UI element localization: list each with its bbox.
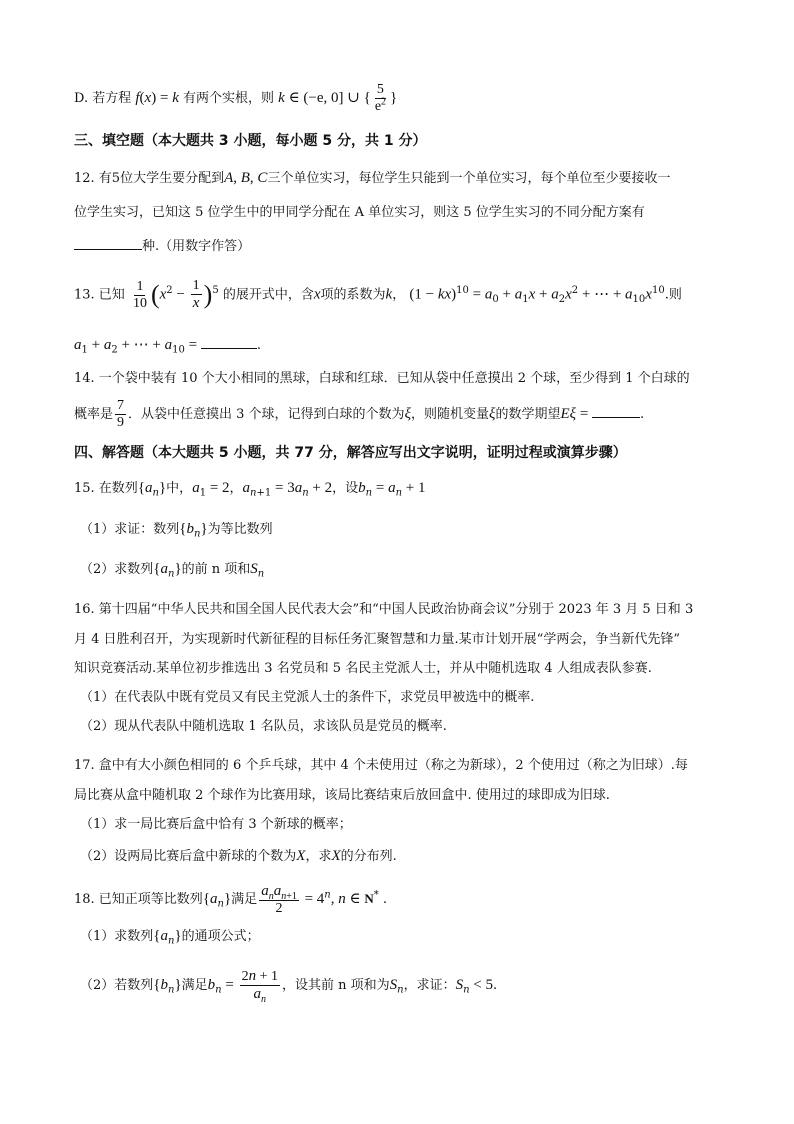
q17-part1: （1）求一局比赛后盒中恰有 3 个新球的概率； — [80, 817, 352, 832]
q17-part2: （2）设两局比赛后盒中新球的个数为X，求X的分布列. — [80, 848, 397, 864]
q12-line2: 位学生实习，已知这 5 位学生中的甲同学分配在 A 单位实习，则这 5 位学生实习的不同分配方案有 — [74, 205, 645, 220]
fraction: $\frac{7}{9}$ — [117, 398, 125, 430]
q18-stem: 18. 已知正项等比数列$\{a_n\}$满足 $\frac{a_na_{n+1}}{2}$ = $4^n$, n ∈ N* . — [74, 882, 388, 916]
q11-option-d: D. 若方程 f(x) = k 有两个实根，则 k ∈ (−e, 0] ∪ { $\frac{5}{e^2}$ } — [74, 82, 398, 114]
fraction: $\frac{1}{10}$ — [132, 278, 147, 311]
q16-line2: 月 4 日胜利召开，为实现新时代新征程的目标任务汇聚智慧和力量.某市计划开展“学两会，争当新代先锋” — [74, 632, 680, 647]
q15-part1: （1）求证：数列$\{b_n\}$为等比数列 — [80, 521, 273, 540]
q18-part2: （2）若数列$\{b_n\}$满足$b_n$ = $\frac{2n + 1}{a_n}$ ，设其前 n 项和为$S_n$，求证：$S_n < 5$. — [80, 968, 498, 1005]
section-4-heading: 四、解答题（本大题共 5 小题，共 77 分，解答应写出文字说明，证明过程或演算步骤） — [74, 445, 627, 461]
q14-line2: 概率是 $\frac{7}{9}$ ．从袋中任意摸出 3 个球，记得到白球的个数为ξ，则随机变量ξ的数学期望Eξ = . — [74, 398, 645, 430]
answer-blank[interactable] — [592, 403, 640, 418]
section-3-heading: 三、填空题（本大题共 3 小题，每小题 5 分，共 1 分） — [74, 133, 427, 149]
answer-blank[interactable] — [74, 235, 142, 250]
q12-line1: 12. 有5位大学生要分配到A, B, C三个单位实习，每位学生只能到一个单位实习，每个单位至少要接收一 — [74, 170, 671, 186]
q12-line3: 种.（用数字作答） — [74, 235, 754, 257]
fraction: $\frac{a_na_{n+1}}{2}$ — [261, 882, 297, 916]
q16-line1: 16. 第十四届“中华人民共和国全国人民代表大会”和“中国人民政治协商会议”分别于 2023 年 3 月 5 日和 3 — [74, 602, 694, 617]
q15-stem: 15. 在数列$\{a_n\}$中，$a_1 = 2$，$a_{n+1} = 3a_n + 2$，设$b_n = a_n + 1$ — [74, 480, 426, 499]
q16-part2: （2）现从代表队中随机选取 1 名队员，求该队员是党员的概率. — [80, 719, 447, 734]
q15-part2: （2）求数列$\{a_n\}$的前 n 项和$S_n$ — [80, 561, 265, 580]
fraction: $\frac{5}{e^2}$ — [374, 82, 387, 114]
q13-line1: 13. 已知 $\frac{1}{10}$ ($x^2$ − $\frac{1}{x}$ )$^5$ 的展开式中，含x项的系数为k， $(1 - kx)^{10} = a_0 + a_1x + a_2x^2$ + ⋯ + $a_{10}x^{10}$.则 — [74, 278, 682, 311]
q13-line2: $a_1 + a_2$ + ⋯ + $a_{10}$ = . — [74, 334, 754, 356]
fraction: $\frac{2n + 1}{a_n}$ — [241, 968, 278, 1005]
q17-line2: 局比赛从盒中随机取 2 个球作为比赛用球，该局比赛结束后放回盒中. 使用过的球即成为旧球. — [74, 788, 610, 803]
fraction: $\frac{1}{x}$ — [192, 278, 200, 311]
q16-part1: （1）在代表队中既有党员又有民主党派人士的条件下，求党员甲被选中的概率. — [80, 690, 535, 705]
answer-blank[interactable] — [201, 334, 257, 349]
q17-line1: 17. 盒中有大小颜色相同的 6 个乒乓球，其中 4 个未使用过（称之为新球），2 个使用过（称之为旧球）.每 — [74, 758, 688, 773]
q18-part1: （1）求数列$\{a_n\}$的通项公式； — [80, 928, 260, 947]
q14-line1: 14. 一个袋中装有 10 个大小相同的黑球，白球和红球．已知从袋中任意摸出 2 个球，至少得到 1 个白球的 — [74, 371, 690, 386]
q16-line3: 知识竞赛活动.某单位初步推选出 3 名党员和 5 名民主党派人士，并从中随机选取 4 人组成表队参赛. — [74, 661, 652, 676]
